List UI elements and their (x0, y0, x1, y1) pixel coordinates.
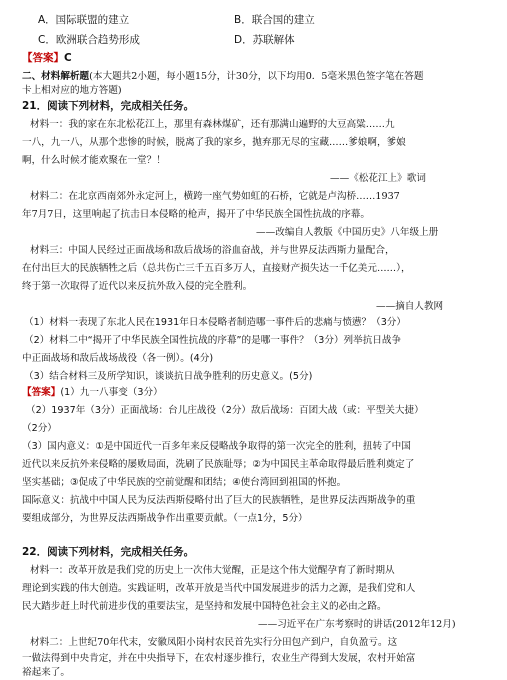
q21-m3-line1: 材料三：中国人民经过正面战场和敌后战场的浴血奋战，并与世界反法西斯力量配合， (30, 245, 395, 256)
option-a: A．国际联盟的建立 (38, 14, 130, 26)
q21-title: 21．阅读下列材料，完成相关任务。 (22, 100, 195, 112)
q22-m1-line2: 理论到实践的伟大创造。实践证明，改革开放是当代中国发展进步的活力之源，是我们党和人 (22, 583, 416, 594)
q21-m2-line2: 年7月7日，这里响起了抗击日本侵略的枪声，揭开了中华民族全国性抗战的序幕。 (22, 209, 370, 220)
q21-m3-line3: 终于第一次取得了近代以来反抗外敌入侵的完全胜利。 (22, 281, 253, 292)
q22-title: 22．阅读下列材料，完成相关任务。 (22, 546, 195, 558)
section-title: 二、材料解析题 (22, 71, 90, 82)
q21-task3: （3）结合材料三及所学知识，谈谈抗日战争胜利的历史意义。(5分) (24, 371, 313, 382)
section-heading (22, 70, 423, 83)
q21-m1-line1: 材料一：我的家在东北松花江上，那里有森林煤矿，还有那满山遍野的大豆高粱……九 (30, 119, 395, 130)
q21-answer-2-line1: （2）1937年（3分）正面战场：台儿庄战役（2分）敌后战场：百团大战（或：平型关大捷） (26, 405, 424, 416)
q21-m1-line2: 一八，九一八，从那个悲惨的时候，脱离了我的家乡，抛弃那无尽的宝藏……爹娘啊，爹娘 (22, 137, 406, 148)
q22-m2-line2: 一做法得到中央肯定，并在中央指导下，在农村逐步推行，农业生产得到大发展，农村开始富 (22, 653, 416, 664)
q21-m2-source: ——改编自人教版《中国历史》八年级上册 (256, 227, 439, 238)
q20-answer (22, 52, 72, 65)
q21-answer-1 (22, 386, 163, 399)
q21-answer-3-line4: 国际意义：抗战中中国人民为反法西斯侵略付出了巨大的民族牺牲，是世界反法西斯战争的重 (22, 495, 416, 506)
q21-m3-source: ——摘自人教网 (376, 301, 444, 312)
q21-answer-3-line5: 要组成部分，为世界反法西斯战争作出重要贡献。（一点1分，5分） (22, 513, 308, 524)
section-note: (本大题共2小题，每小题15分，计30分，以下均用0．5毫米黑色签字笔在答题 (89, 71, 424, 82)
q22-m1-source: ——习近平在广东考察时的讲话(2012年12月) (258, 619, 456, 630)
q22-m1-line1: 材料一：改革开放是我们党的历史上一次伟大觉醒，正是这个伟大觉醒孕育了新时期从 (30, 565, 395, 576)
q21-m1-line3: 啊，什么时候才能欢聚在一堂？！ (22, 155, 166, 166)
q22-m2-line1: 材料二：上世纪70年代末，安徽凤阳小岗村农民首先实行分田包产到户，自负盈亏。这 (30, 637, 398, 648)
q21-answer-3-line2: 近代以来反抗外来侵略的屡败局面，洗刷了民族耻辱；②为中国民主革命取得最后胜利奠定了 (22, 459, 415, 470)
section-note-line2: 卡上相对应的地方答题) (22, 85, 122, 96)
answer-text: (1）九一八事变（3分） (60, 387, 163, 398)
q21-task1: （1）材料一表现了东北人民在1931年日本侵略者制造哪一事件后的悲痛与愤懑？（3分） (24, 317, 406, 328)
answer-tag: 【答案】 (22, 52, 64, 64)
q21-task2-line2: 中正面战场和敌后战场战役（各一例）。(4分) (22, 353, 214, 364)
q21-answer-3-line1: （3）国内意义：①是中国近代一百多年来反侵略战争取得的第一次完全的胜利，扭转了中国 (22, 441, 411, 452)
q21-m3-line2: 在付出巨大的民族牺牲之后（总共伤亡三千五百多万人，直接财产损失达一千亿美元……）， (22, 263, 411, 274)
q21-m2-line1: 材料二：在北京西南郊外永定河上，横跨一座气势如虹的石桥，它就是卢沟桥……1937 (30, 191, 400, 202)
q21-answer-2-line2: （2分） (22, 423, 57, 434)
option-c: C．欧洲联合趋势形成 (38, 34, 140, 46)
answer-value: C (64, 52, 72, 64)
q22-m1-line3: 民大踏步赶上时代前进步伐的重要法宝，是坚持和发展中国特色社会主义的必由之路。 (22, 601, 387, 612)
q21-m1-source: ——《松花江上》歌词 (330, 173, 426, 184)
q21-task2-line1: （2）材料二中“揭开了中华民族全国性抗战的序幕”的是哪一事件？（3分）列举抗日战争 (24, 335, 402, 346)
answer-tag: 【答案】 (22, 387, 61, 398)
option-b: B．联合国的建立 (234, 14, 315, 26)
q22-m2-line3: 裕起来了。 (22, 667, 70, 678)
q21-answer-3-line3: 坚实基础；③促成了中华民族的空前觉醒和团结；④使台湾回到祖国的怀抱。 (22, 477, 347, 488)
option-d: D．苏联解体 (234, 34, 295, 46)
